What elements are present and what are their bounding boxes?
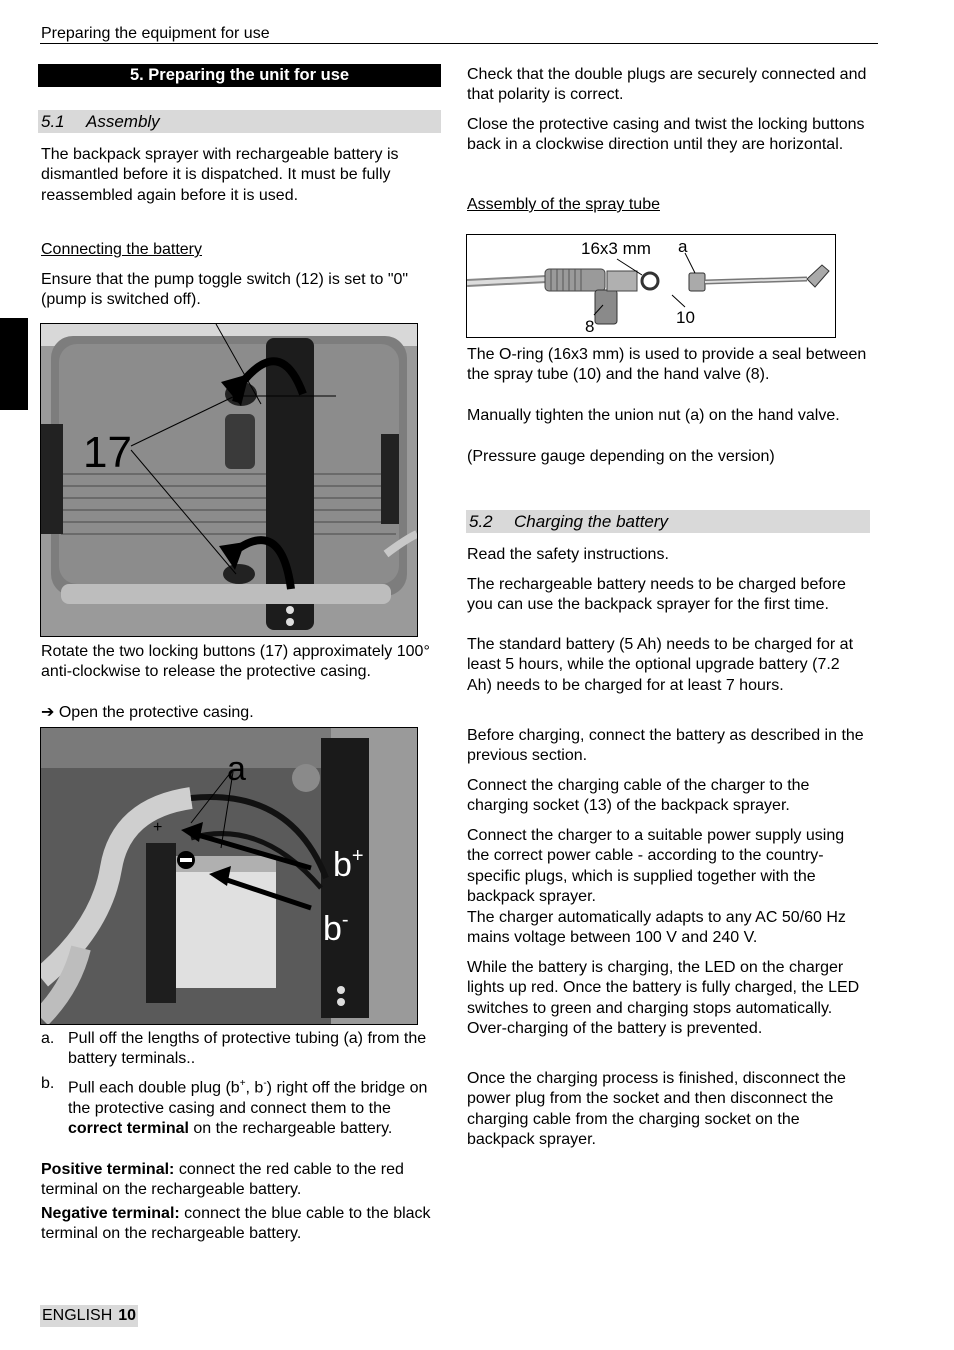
charging-paragraph: While the battery is charging, the LED on the charger lights up red. Once the battery is fully charged, the LED switches to green and charging stops automatically. Over-charging of the battery is prevented. bbox=[467, 959, 860, 1038]
open-casing-step bbox=[41, 703, 441, 723]
figure-label-b-minus: b- bbox=[323, 909, 349, 948]
figure-label-10: 10 bbox=[676, 308, 695, 327]
charging-paragraph: Connect the charging cable of the charger to the charging socket (13) of the backpack sprayer. bbox=[467, 777, 810, 815]
figure-label-oring-size: 16x3 mm bbox=[581, 239, 651, 258]
figure-label-b-plus: b+ bbox=[333, 845, 364, 884]
step-b-label: b. bbox=[41, 1075, 55, 1092]
charging-paragraph: Before charging, connect the battery as described in the previous section. bbox=[467, 727, 864, 765]
subsection-number: 5.1 bbox=[41, 112, 65, 131]
figure-label-8: 8 bbox=[585, 317, 595, 336]
figure-locking-buttons-drawing bbox=[41, 324, 417, 636]
charging-paragraph: Read the safety instructions. bbox=[467, 546, 669, 563]
terminal-plus-sign: + bbox=[153, 819, 163, 836]
subsection-number: 5.2 bbox=[469, 512, 493, 531]
subsection-charging-heading bbox=[466, 510, 870, 533]
header-rule bbox=[40, 43, 878, 44]
figure-spray-tube bbox=[466, 234, 836, 338]
check-plugs-text: Check that the double plugs are securely connected and that polarity is correct. bbox=[467, 66, 867, 104]
section-title: 5. Preparing the unit for use bbox=[38, 64, 441, 87]
page-number: 10 bbox=[118, 1307, 137, 1324]
page-footer bbox=[40, 1305, 138, 1327]
oring-text: The O-ring (16x3 mm) is used to provide a seal between the spray tube (10) and the hand valve (8). bbox=[467, 346, 867, 384]
footer-language: ENGLISH bbox=[42, 1307, 113, 1324]
figure-battery-terminals-drawing bbox=[41, 728, 417, 1024]
open-casing-text: Open the protective casing. bbox=[58, 704, 254, 721]
toggle-switch-instruction: Ensure that the pump toggle switch (12) is set to "0" (pump is switched off). bbox=[41, 271, 409, 309]
charging-paragraph: Connect the charger to a suitable power supply using the correct power cable - according to the country-specific plugs, which is supplied together with the backpack sprayer. bbox=[467, 827, 845, 906]
negative-terminal-instruction: Negative terminal: connect the blue cable to the black terminal on the rechargeable battery. bbox=[41, 1205, 431, 1243]
step-a bbox=[41, 1029, 441, 1070]
union-nut-text: Manually tighten the union nut (a) on the hand valve. bbox=[467, 407, 840, 424]
charging-paragraph: The charger automatically adapts to any AC 50/60 Hz mains voltage between 100 V and 240 V. bbox=[467, 909, 846, 947]
rotate-instruction: Rotate the two locking buttons (17) approximately 100° anti-clockwise to release the protective casing. bbox=[41, 643, 430, 681]
spray-tube-heading: Assembly of the spray tube bbox=[467, 196, 660, 213]
figure-battery-terminals bbox=[40, 727, 418, 1025]
subsection-assembly-heading bbox=[38, 110, 441, 133]
step-a-label: a. bbox=[41, 1030, 55, 1047]
figure-label-17: 17 bbox=[83, 428, 132, 477]
subsection-title: Charging the battery bbox=[514, 512, 669, 531]
figure-spray-tube-drawing bbox=[467, 235, 835, 337]
step-b bbox=[41, 1074, 441, 1140]
figure-label-a-nut: a bbox=[678, 237, 688, 256]
charging-paragraph: The rechargeable battery needs to be charged before you can use the backpack sprayer for the first time. bbox=[467, 576, 846, 614]
positive-terminal-instruction: Positive terminal: connect the red cable to the red terminal on the rechargeable battery. bbox=[41, 1161, 404, 1199]
step-a-text: Pull off the lengths of protective tubing (a) from the battery terminals.. bbox=[68, 1030, 427, 1068]
connecting-battery-heading: Connecting the battery bbox=[41, 241, 202, 258]
assembly-intro: The backpack sprayer with rechargeable battery is dismantled before it is dispatched. It must be fully reassembled again before it is used. bbox=[41, 146, 399, 204]
pressure-gauge-note: (Pressure gauge depending on the version) bbox=[467, 448, 775, 465]
side-tab-marker bbox=[0, 318, 28, 410]
figure-label-a: a bbox=[227, 750, 246, 788]
charging-paragraph: Once the charging process is finished, disconnect the power plug from the socket and then disconnect the charging cable from the charging socket on the backpack sprayer. bbox=[467, 1070, 846, 1149]
arrow-right-icon: ➔ bbox=[41, 704, 55, 721]
step-b-text: Pull each double plug (b+, b-) right off the bridge on the protective casing and connect them to the correct terminal on the rechargeable battery. bbox=[68, 1078, 428, 1138]
close-casing-text: Close the protective casing and twist the locking buttons back in a clockwise direction until they are horizontal. bbox=[467, 116, 865, 154]
charging-paragraph: The standard battery (5 Ah) needs to be charged for at least 5 hours, while the optional upgrade battery (7.2 Ah) needs to be charged for at least 7 hours. bbox=[467, 636, 854, 694]
figure-locking-buttons bbox=[40, 323, 418, 637]
subsection-title: Assembly bbox=[86, 112, 160, 131]
running-header: Preparing the equipment for use bbox=[41, 25, 270, 42]
